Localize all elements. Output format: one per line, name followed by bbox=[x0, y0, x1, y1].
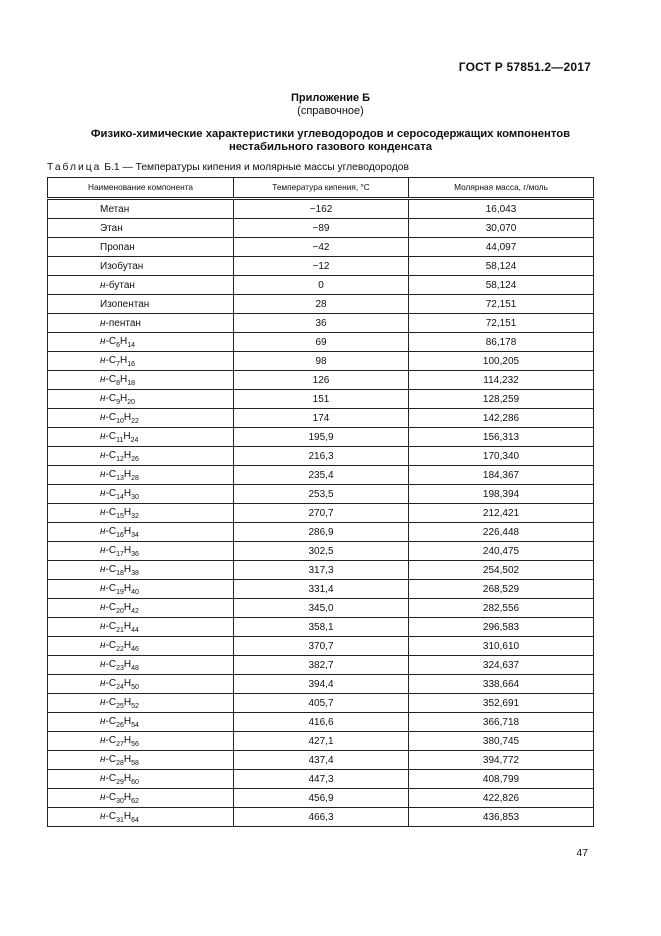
hydrogen-count: 36 bbox=[131, 551, 139, 558]
carbon-count: 29 bbox=[116, 779, 124, 786]
normal-isomer-prefix: н bbox=[100, 317, 106, 329]
boiling-point-cell: −42 bbox=[234, 238, 409, 257]
carbon-count: 28 bbox=[116, 760, 124, 767]
table-row bbox=[48, 618, 594, 637]
hydrogen-count: 14 bbox=[127, 342, 136, 349]
molar-mass-cell: 422,826 bbox=[409, 789, 594, 808]
molar-mass-cell: 58,124 bbox=[409, 276, 594, 295]
formula-carbon-symbol: -C bbox=[105, 602, 117, 613]
molar-mass-cell: 380,745 bbox=[409, 732, 594, 751]
table-row bbox=[48, 523, 594, 542]
normal-isomer-prefix: н bbox=[100, 811, 106, 822]
hydrogen-count: 46 bbox=[131, 646, 139, 653]
table-caption bbox=[47, 162, 409, 173]
formula-carbon-symbol: -C bbox=[105, 697, 117, 708]
carbon-count: 31 bbox=[116, 817, 124, 824]
component-name-cell bbox=[48, 314, 234, 333]
hydrogen-count: 48 bbox=[131, 665, 139, 672]
carbon-count: 8 bbox=[116, 380, 120, 387]
component-name: Метан bbox=[100, 203, 130, 215]
normal-isomer-prefix: н bbox=[100, 450, 106, 461]
carbon-count: 20 bbox=[116, 608, 124, 615]
component-name: Изобутан bbox=[100, 260, 144, 272]
molar-mass-cell: 72,151 bbox=[409, 314, 594, 333]
formula-hydrogen-symbol: H bbox=[123, 526, 132, 537]
formula-carbon-symbol: -C bbox=[105, 716, 117, 727]
hydrogen-count: 18 bbox=[127, 380, 136, 387]
molar-mass-cell: 226,448 bbox=[409, 523, 594, 542]
table-row bbox=[48, 713, 594, 732]
formula-hydrogen-symbol: H bbox=[123, 469, 132, 480]
carbon-count: 12 bbox=[116, 456, 124, 463]
boiling-point-cell: 345,0 bbox=[234, 599, 409, 618]
hydrogen-count: 58 bbox=[131, 760, 139, 767]
carbon-count: 13 bbox=[116, 475, 124, 482]
boiling-point-cell: 416,6 bbox=[234, 713, 409, 732]
boiling-point-cell: 456,9 bbox=[234, 789, 409, 808]
column-header-boiling-point: Температура кипения, °С bbox=[234, 178, 409, 199]
table-row bbox=[48, 751, 594, 770]
normal-isomer-prefix: н bbox=[100, 792, 106, 803]
annex-block bbox=[0, 92, 661, 118]
component-name-cell bbox=[48, 390, 234, 409]
hydrogen-count: 22 bbox=[131, 418, 139, 425]
formula-carbon-symbol: -C bbox=[105, 564, 117, 575]
hydrogen-count: 32 bbox=[131, 513, 139, 520]
formula-hydrogen-symbol: H bbox=[123, 507, 132, 518]
column-header-molar-mass: Молярная масса, г/моль bbox=[409, 178, 594, 199]
component-name-cell bbox=[48, 466, 234, 485]
component-name-cell bbox=[48, 542, 234, 561]
annex-heading: Физико-химические характеристики углеводородов и серосодержащих компонентов нестабильного газового конденсата bbox=[90, 128, 571, 153]
table-row bbox=[48, 504, 594, 523]
boiling-point-cell: 69 bbox=[234, 333, 409, 352]
formula-carbon-symbol: -C bbox=[105, 355, 117, 366]
normal-isomer-prefix: н bbox=[100, 697, 106, 708]
formula-hydrogen-symbol: H bbox=[123, 735, 132, 746]
formula-hydrogen-symbol: H bbox=[123, 450, 132, 461]
formula-hydrogen-symbol: H bbox=[123, 716, 132, 727]
normal-isomer-prefix: н bbox=[100, 640, 106, 651]
normal-isomer-prefix: н bbox=[100, 279, 106, 291]
component-name-cell bbox=[48, 371, 234, 390]
component-name-cell bbox=[48, 713, 234, 732]
normal-isomer-prefix: н bbox=[100, 621, 106, 632]
molar-mass-cell: 436,853 bbox=[409, 808, 594, 827]
table-row bbox=[48, 656, 594, 675]
boiling-point-cell: 358,1 bbox=[234, 618, 409, 637]
table-row bbox=[48, 371, 594, 390]
annex-title: Приложение Б bbox=[290, 92, 371, 104]
boiling-point-cell: 370,7 bbox=[234, 637, 409, 656]
component-name-cell bbox=[48, 694, 234, 713]
table-row bbox=[48, 808, 594, 827]
component-name-cell bbox=[48, 637, 234, 656]
molar-mass-cell: 44,097 bbox=[409, 238, 594, 257]
molar-mass-cell: 16,043 bbox=[409, 199, 594, 219]
molar-mass-cell: 254,502 bbox=[409, 561, 594, 580]
page-number: 47 bbox=[576, 847, 588, 859]
normal-isomer-prefix: н bbox=[100, 431, 106, 442]
formula-carbon-symbol: -C bbox=[105, 374, 117, 385]
component-name-cell bbox=[48, 409, 234, 428]
carbon-count: 16 bbox=[116, 532, 124, 539]
formula-hydrogen-symbol: H bbox=[123, 602, 132, 613]
carbon-count: 24 bbox=[116, 684, 124, 691]
formula-hydrogen-symbol: H bbox=[119, 374, 128, 385]
molar-mass-cell: 72,151 bbox=[409, 295, 594, 314]
formula-hydrogen-symbol: H bbox=[123, 431, 131, 442]
component-name-cell bbox=[48, 333, 234, 352]
formula-hydrogen-symbol: H bbox=[123, 773, 132, 784]
molar-mass-cell: 184,367 bbox=[409, 466, 594, 485]
component-name-cell bbox=[48, 675, 234, 694]
formula-carbon-symbol: -C bbox=[105, 659, 117, 670]
hydrogen-count: 62 bbox=[131, 798, 139, 805]
table-row bbox=[48, 409, 594, 428]
normal-isomer-prefix: н bbox=[100, 678, 106, 689]
formula-carbon-symbol: -C bbox=[105, 545, 117, 556]
molar-mass-cell: 114,232 bbox=[409, 371, 594, 390]
boiling-point-cell: −12 bbox=[234, 257, 409, 276]
hydrogen-count: 38 bbox=[131, 570, 139, 577]
molar-mass-cell: 86,178 bbox=[409, 333, 594, 352]
normal-isomer-prefix: н bbox=[100, 716, 106, 727]
hydrogen-count: 56 bbox=[131, 741, 139, 748]
hydrogen-count: 54 bbox=[131, 722, 139, 729]
component-name-cell bbox=[48, 219, 234, 238]
formula-carbon-symbol: -C bbox=[105, 678, 117, 689]
formula-carbon-symbol: -C bbox=[105, 754, 117, 765]
carbon-count: 19 bbox=[116, 589, 124, 596]
formula-carbon-symbol: -C bbox=[105, 488, 117, 499]
table-row bbox=[48, 599, 594, 618]
normal-isomer-prefix: н bbox=[100, 336, 106, 347]
hydrogen-count: 30 bbox=[131, 494, 139, 501]
carbon-count: 27 bbox=[116, 741, 124, 748]
boiling-point-cell: 36 bbox=[234, 314, 409, 333]
formula-carbon-symbol: -C bbox=[105, 336, 117, 347]
table-row bbox=[48, 542, 594, 561]
boiling-point-cell: −89 bbox=[234, 219, 409, 238]
table-row bbox=[48, 789, 594, 808]
formula-hydrogen-symbol: H bbox=[123, 659, 132, 670]
table-row bbox=[48, 238, 594, 257]
formula-hydrogen-symbol: H bbox=[123, 488, 132, 499]
component-name-cell bbox=[48, 199, 234, 219]
carbon-count: 6 bbox=[116, 342, 120, 349]
component-name-cell bbox=[48, 618, 234, 637]
table-row bbox=[48, 219, 594, 238]
boiling-point-cell: 447,3 bbox=[234, 770, 409, 789]
formula-carbon-symbol: -C bbox=[105, 526, 117, 537]
normal-isomer-prefix: н bbox=[100, 545, 106, 556]
component-name-cell bbox=[48, 238, 234, 257]
formula-hydrogen-symbol: H bbox=[123, 564, 132, 575]
component-name-cell bbox=[48, 295, 234, 314]
formula-carbon-symbol: -C bbox=[105, 735, 117, 746]
molar-mass-cell: 212,421 bbox=[409, 504, 594, 523]
formula-carbon-symbol: -C bbox=[105, 431, 117, 442]
molar-mass-cell: 366,718 bbox=[409, 713, 594, 732]
normal-isomer-prefix: н bbox=[100, 659, 106, 670]
data-table bbox=[47, 177, 594, 827]
molar-mass-cell: 338,664 bbox=[409, 675, 594, 694]
table-caption-prefix: Таблица bbox=[47, 162, 102, 173]
molar-mass-cell: 296,583 bbox=[409, 618, 594, 637]
component-name-cell bbox=[48, 770, 234, 789]
carbon-count: 14 bbox=[116, 494, 124, 501]
table-row bbox=[48, 466, 594, 485]
formula-carbon-symbol: -C bbox=[105, 450, 117, 461]
carbon-count: 21 bbox=[116, 627, 124, 634]
formula-hydrogen-symbol: H bbox=[123, 640, 132, 651]
formula-carbon-symbol: -C bbox=[105, 507, 117, 518]
boiling-point-cell: 0 bbox=[234, 276, 409, 295]
molar-mass-cell: 268,529 bbox=[409, 580, 594, 599]
normal-isomer-prefix: н bbox=[100, 488, 106, 499]
boiling-point-cell: 317,3 bbox=[234, 561, 409, 580]
hydrogen-count: 20 bbox=[127, 399, 136, 406]
formula-carbon-symbol: -C bbox=[105, 621, 117, 632]
table-row bbox=[48, 276, 594, 295]
boiling-point-cell: 382,7 bbox=[234, 656, 409, 675]
table-header-row bbox=[48, 178, 594, 199]
table-row bbox=[48, 333, 594, 352]
boiling-point-cell: 270,7 bbox=[234, 504, 409, 523]
boiling-point-cell: 394,4 bbox=[234, 675, 409, 694]
formula-carbon-symbol: -C bbox=[105, 640, 117, 651]
hydrogen-count: 24 bbox=[130, 437, 139, 444]
carbon-count: 17 bbox=[116, 551, 124, 558]
molar-mass-cell: 128,259 bbox=[409, 390, 594, 409]
hydrogen-count: 16 bbox=[127, 361, 136, 368]
molar-mass-cell: 324,637 bbox=[409, 656, 594, 675]
molar-mass-cell: 100,205 bbox=[409, 352, 594, 371]
formula-carbon-symbol: -C bbox=[105, 583, 117, 594]
formula-hydrogen-symbol: H bbox=[123, 697, 132, 708]
normal-isomer-prefix: н bbox=[100, 602, 106, 613]
formula-hydrogen-symbol: H bbox=[119, 336, 128, 347]
table-row bbox=[48, 257, 594, 276]
boiling-point-cell: −162 bbox=[234, 199, 409, 219]
component-name-cell bbox=[48, 580, 234, 599]
molar-mass-cell: 156,313 bbox=[409, 428, 594, 447]
table-body bbox=[48, 199, 594, 827]
formula-carbon-symbol: -C bbox=[105, 792, 117, 803]
carbon-count: 7 bbox=[116, 361, 120, 368]
table-row bbox=[48, 447, 594, 466]
molar-mass-cell: 240,475 bbox=[409, 542, 594, 561]
normal-isomer-prefix: н bbox=[100, 393, 106, 404]
formula-carbon-symbol: -C bbox=[105, 811, 117, 822]
component-name-cell bbox=[48, 599, 234, 618]
formula-hydrogen-symbol: H bbox=[123, 792, 132, 803]
hydrogen-count: 44 bbox=[131, 627, 139, 634]
table-row bbox=[48, 199, 594, 219]
molar-mass-cell: 282,556 bbox=[409, 599, 594, 618]
carbon-count: 11 bbox=[116, 437, 124, 444]
component-name-cell bbox=[48, 561, 234, 580]
molar-mass-cell: 58,124 bbox=[409, 257, 594, 276]
boiling-point-cell: 174 bbox=[234, 409, 409, 428]
component-name-cell bbox=[48, 808, 234, 827]
formula-carbon-symbol: -C bbox=[105, 412, 117, 423]
carbon-count: 23 bbox=[116, 665, 124, 672]
formula-carbon-symbol: -C bbox=[105, 773, 117, 784]
column-header-component: Наименование компонента bbox=[48, 178, 234, 199]
table-row bbox=[48, 295, 594, 314]
formula-carbon-symbol: -C bbox=[105, 469, 117, 480]
component-name: Пропан bbox=[100, 241, 135, 253]
boiling-point-cell: 331,4 bbox=[234, 580, 409, 599]
normal-isomer-prefix: н bbox=[100, 773, 106, 784]
boiling-point-cell: 302,5 bbox=[234, 542, 409, 561]
component-name: -бутан bbox=[105, 279, 135, 291]
normal-isomer-prefix: н bbox=[100, 355, 106, 366]
component-name: -пентан bbox=[105, 317, 141, 329]
formula-hydrogen-symbol: H bbox=[123, 583, 132, 594]
component-name-cell bbox=[48, 276, 234, 295]
boiling-point-cell: 437,4 bbox=[234, 751, 409, 770]
molar-mass-cell: 170,340 bbox=[409, 447, 594, 466]
normal-isomer-prefix: н bbox=[100, 754, 106, 765]
component-name-cell bbox=[48, 789, 234, 808]
hydrogen-count: 64 bbox=[131, 817, 139, 824]
table-row bbox=[48, 352, 594, 371]
boiling-point-cell: 253,5 bbox=[234, 485, 409, 504]
hydrogen-count: 26 bbox=[131, 456, 139, 463]
molar-mass-cell: 352,691 bbox=[409, 694, 594, 713]
hydrogen-count: 34 bbox=[131, 532, 139, 539]
table-row bbox=[48, 694, 594, 713]
formula-hydrogen-symbol: H bbox=[123, 545, 132, 556]
carbon-count: 10 bbox=[116, 418, 124, 425]
component-name-cell bbox=[48, 352, 234, 371]
component-name-cell bbox=[48, 447, 234, 466]
boiling-point-cell: 466,3 bbox=[234, 808, 409, 827]
boiling-point-cell: 405,7 bbox=[234, 694, 409, 713]
table-row bbox=[48, 580, 594, 599]
hydrogen-count: 60 bbox=[131, 779, 139, 786]
boiling-point-cell: 216,3 bbox=[234, 447, 409, 466]
boiling-point-cell: 195,9 bbox=[234, 428, 409, 447]
component-name-cell bbox=[48, 504, 234, 523]
table-row bbox=[48, 561, 594, 580]
molar-mass-cell: 30,070 bbox=[409, 219, 594, 238]
normal-isomer-prefix: н bbox=[100, 564, 106, 575]
table-row bbox=[48, 637, 594, 656]
molar-mass-cell: 408,799 bbox=[409, 770, 594, 789]
normal-isomer-prefix: н bbox=[100, 507, 106, 518]
component-name-cell bbox=[48, 732, 234, 751]
carbon-count: 26 bbox=[116, 722, 124, 729]
boiling-point-cell: 235,4 bbox=[234, 466, 409, 485]
component-name-cell bbox=[48, 656, 234, 675]
formula-hydrogen-symbol: H bbox=[119, 355, 128, 366]
molar-mass-cell: 310,610 bbox=[409, 637, 594, 656]
normal-isomer-prefix: н bbox=[100, 412, 106, 423]
component-name-cell bbox=[48, 523, 234, 542]
component-name-cell bbox=[48, 257, 234, 276]
normal-isomer-prefix: н bbox=[100, 374, 106, 385]
carbon-count: 22 bbox=[116, 646, 124, 653]
hydrogen-count: 52 bbox=[131, 703, 139, 710]
formula-hydrogen-symbol: H bbox=[123, 811, 132, 822]
carbon-count: 15 bbox=[116, 513, 124, 520]
annex-subtitle: (справочное) bbox=[297, 105, 364, 117]
carbon-count: 18 bbox=[116, 570, 124, 577]
table-row bbox=[48, 314, 594, 333]
table-caption-text: Б.1 — Температуры кипения и молярные массы углеводородов bbox=[104, 162, 409, 173]
formula-hydrogen-symbol: H bbox=[123, 754, 132, 765]
formula-hydrogen-symbol: H bbox=[123, 678, 132, 689]
hydrogen-count: 42 bbox=[131, 608, 139, 615]
formula-hydrogen-symbol: H bbox=[123, 412, 132, 423]
component-name-cell bbox=[48, 485, 234, 504]
formula-carbon-symbol: -C bbox=[105, 393, 117, 404]
hydrogen-count: 50 bbox=[131, 684, 139, 691]
table-row bbox=[48, 770, 594, 789]
carbon-count: 25 bbox=[116, 703, 124, 710]
normal-isomer-prefix: н bbox=[100, 735, 106, 746]
standard-designation: ГОСТ Р 57851.2—2017 bbox=[458, 60, 591, 74]
carbon-count: 9 bbox=[116, 399, 120, 406]
boiling-point-cell: 126 bbox=[234, 371, 409, 390]
table-row bbox=[48, 675, 594, 694]
boiling-point-cell: 98 bbox=[234, 352, 409, 371]
table-row bbox=[48, 485, 594, 504]
boiling-point-cell: 151 bbox=[234, 390, 409, 409]
hydrogen-count: 28 bbox=[131, 475, 139, 482]
hydrogen-count: 40 bbox=[131, 589, 139, 596]
component-name-cell bbox=[48, 428, 234, 447]
table-row bbox=[48, 390, 594, 409]
component-name-cell bbox=[48, 751, 234, 770]
component-name: Изопентан bbox=[100, 298, 150, 310]
carbon-count: 30 bbox=[116, 798, 124, 805]
normal-isomer-prefix: н bbox=[100, 526, 106, 537]
boiling-point-cell: 427,1 bbox=[234, 732, 409, 751]
molar-mass-cell: 142,286 bbox=[409, 409, 594, 428]
boiling-point-cell: 286,9 bbox=[234, 523, 409, 542]
table-row bbox=[48, 732, 594, 751]
normal-isomer-prefix: н bbox=[100, 583, 106, 594]
component-name: Этан bbox=[100, 222, 123, 234]
normal-isomer-prefix: н bbox=[100, 469, 106, 480]
molar-mass-cell: 394,772 bbox=[409, 751, 594, 770]
table-row bbox=[48, 428, 594, 447]
boiling-point-cell: 28 bbox=[234, 295, 409, 314]
formula-hydrogen-symbol: H bbox=[119, 393, 128, 404]
formula-hydrogen-symbol: H bbox=[123, 621, 132, 632]
molar-mass-cell: 198,394 bbox=[409, 485, 594, 504]
